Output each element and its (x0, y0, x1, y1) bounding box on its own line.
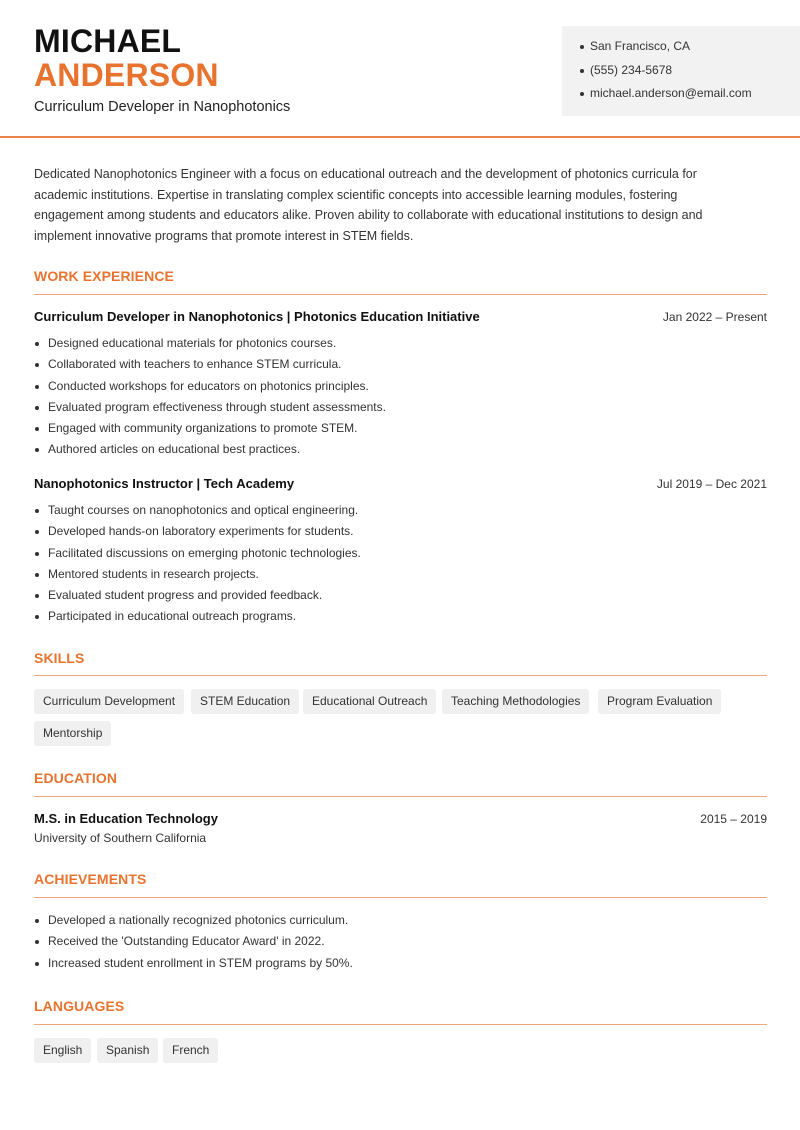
list-item-text: Increased student enrollment in STEM programs by 50%. (48, 955, 353, 970)
job-bullets (34, 335, 767, 463)
bullet-dot-icon (35, 530, 39, 534)
bullet-dot-icon (580, 92, 584, 96)
bullet-dot-icon (35, 427, 39, 431)
skill-chip: Program Evaluation (598, 689, 721, 714)
language-chip: English (34, 1038, 91, 1063)
first-name: MICHAEL (34, 23, 182, 59)
language-chip: French (163, 1038, 218, 1063)
contact-panel (562, 26, 800, 116)
contact-location-text: San Francisco, CA (590, 39, 691, 53)
contact-phone (580, 62, 800, 86)
section-divider (34, 897, 767, 898)
list-item (34, 608, 767, 629)
skill-chip: Educational Outreach (303, 689, 436, 714)
list-item (34, 335, 767, 356)
work-experience-heading: WORK EXPERIENCE (34, 268, 174, 284)
list-item (34, 502, 767, 523)
bullet-dot-icon (35, 363, 39, 367)
list-item-text: Engaged with community organizations to promote STEM. (48, 421, 358, 436)
bullet-dot-icon (35, 962, 39, 966)
job-role: Nanophotonics Instructor | Tech Academy (34, 476, 295, 491)
list-item (34, 933, 767, 954)
list-item (34, 566, 767, 587)
list-item (34, 378, 767, 399)
list-item-text: Received the 'Outstanding Educator Award' in 2022. (48, 934, 325, 949)
job-entry-header (34, 476, 767, 494)
job-role: Curriculum Developer in Nanophotonics | Photonics Education Initiative (34, 309, 480, 324)
education-degree: M.S. in Education Technology (34, 811, 218, 826)
section-divider (34, 1024, 767, 1025)
job-entry-header (34, 309, 767, 327)
list-item-text: Taught courses on nanophotonics and optical engineering. (48, 503, 359, 517)
list-item (34, 399, 767, 420)
bullet-dot-icon (35, 919, 39, 923)
achievements-list (34, 912, 767, 976)
list-item (34, 420, 767, 441)
list-item-text: Collaborated with teachers to enhance STEM curricula. (48, 357, 342, 372)
list-item-text: Mentored students in research projects. (48, 566, 259, 581)
education-dates: 2015 – 2019 (700, 812, 767, 826)
contact-email[interactable] (580, 85, 800, 109)
list-item-text: Evaluated program effectiveness through student assessments. (48, 399, 386, 414)
bullet-dot-icon (35, 573, 39, 577)
contact-phone-text: (555) 234-5678 (590, 62, 673, 77)
list-item-text: Facilitated discussions on emerging photonic technologies. (48, 545, 361, 560)
resume-header (0, 0, 800, 138)
list-item-text: Conducted workshops for educators on photonics principles. (48, 378, 369, 393)
list-item (34, 587, 767, 608)
section-divider (34, 796, 767, 797)
education-school: University of Southern California (34, 831, 207, 845)
job-bullets (34, 502, 767, 630)
last-name: ANDERSON (34, 57, 219, 93)
list-item-text: Developed a nationally recognized photonics curriculum. (48, 913, 349, 927)
contact-email-text[interactable]: michael.anderson@email.com (590, 86, 752, 100)
language-chip: Spanish (97, 1038, 158, 1063)
bullet-dot-icon (35, 552, 39, 556)
bullet-dot-icon (35, 448, 39, 452)
list-item-text: Designed educational materials for photonics courses. (48, 336, 337, 350)
professional-summary: Dedicated Nanophotonics Engineer with a focus on educational outreach and the development of photonics curricula for academic institutions. Expertise in translating complex scientific concepts into accessible learning modules, fostering engagement among students and educators alike. Proven ability to collaborate with educational institutions to design and implement innovative programs that promote interest in STEM fields. (34, 167, 703, 243)
bullet-dot-icon (35, 406, 39, 410)
list-item (34, 441, 767, 462)
bullet-dot-icon (35, 509, 39, 513)
list-item (34, 356, 767, 377)
skill-chip: Teaching Methodologies (442, 689, 589, 714)
bullet-dot-icon (35, 615, 39, 619)
list-item-text: Participated in educational outreach programs. (48, 609, 297, 624)
list-item (34, 955, 767, 976)
achievements-heading: ACHIEVEMENTS (34, 871, 147, 887)
skill-chip: Curriculum Development (34, 689, 184, 714)
bullet-dot-icon (35, 385, 39, 389)
section-divider (34, 294, 767, 295)
list-item-text: Evaluated student progress and provided feedback. (48, 588, 323, 603)
skill-chip: STEM Education (191, 689, 299, 714)
bullet-dot-icon (35, 940, 39, 944)
job-dates: Jan 2022 – Present (662, 310, 767, 324)
list-item (34, 523, 767, 544)
list-item (34, 912, 767, 933)
headline-title: Curriculum Developer in Nanophotonics (34, 99, 291, 115)
skills-heading: SKILLS (34, 650, 85, 666)
list-item (34, 545, 767, 566)
list-item-text: Developed hands-on laboratory experiments for students. (48, 524, 354, 539)
bullet-dot-icon (580, 69, 584, 73)
bullet-dot-icon (35, 342, 39, 346)
languages-heading: LANGUAGES (34, 998, 125, 1014)
education-heading: EDUCATION (34, 770, 118, 786)
skill-chip: Mentorship (34, 721, 111, 746)
bullet-dot-icon (35, 594, 39, 598)
section-divider (34, 675, 767, 676)
job-dates: Jul 2019 – Dec 2021 (656, 477, 767, 491)
bullet-dot-icon (580, 45, 584, 49)
list-item-text: Authored articles on educational best practices. (48, 442, 301, 457)
contact-location (580, 38, 800, 62)
